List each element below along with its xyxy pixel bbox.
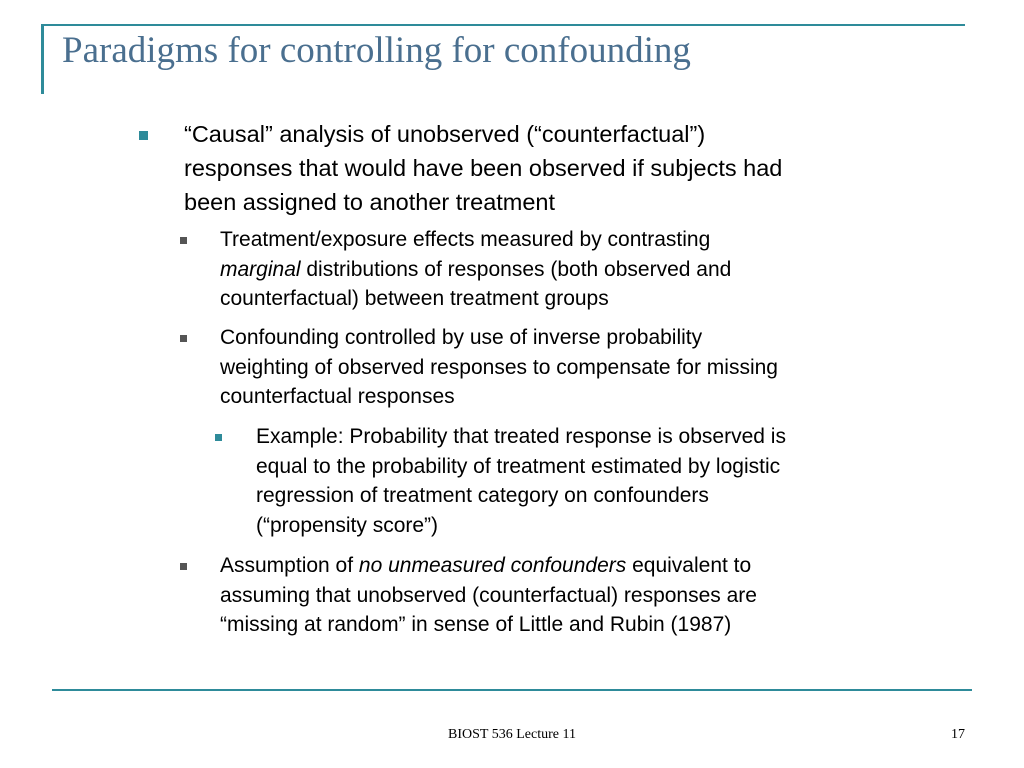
page-number: 17 [951, 727, 965, 742]
bullet-level3-line: (“propensity score”) [256, 513, 439, 537]
line-text: equivalent to [626, 554, 752, 577]
bullet-level3-line: equal to the probability of treatment estimated by logistic [256, 454, 781, 478]
bullet-level1-line: responses that would have been observed if subjects had [184, 155, 783, 181]
bullet-square-icon [180, 335, 187, 342]
bullet-level3 [256, 422, 996, 540]
footer-rule [52, 689, 972, 691]
bullet-level2-line: weighting of observed responses to compensate for missing [220, 355, 778, 379]
bullet-level2-line: counterfactual) between treatment groups [220, 287, 609, 310]
bullet-level2 [220, 225, 1000, 314]
bullet-level3-line: regression of treatment category on confounders [256, 484, 709, 507]
bullet-level2 [220, 551, 1000, 640]
italic-term: no unmeasured confounders [358, 554, 627, 577]
bullet-square-icon [215, 434, 222, 441]
bullet-square-icon [180, 237, 187, 244]
title-top-rule [41, 24, 965, 26]
bullet-level1-line: “Causal” analysis of unobserved (“counterfactual”) [184, 121, 706, 147]
footer-label: BIOST 536 Lecture 11 [448, 727, 576, 742]
bullet-level2-line [220, 551, 1000, 581]
bullet-level1 [184, 117, 984, 219]
slide-title: Paradigms for controlling for confounding [62, 30, 691, 71]
bullet-level3-line: Example: Probability that treated response is observed is [256, 425, 786, 448]
bullet-level2-line: counterfactual responses [220, 385, 455, 408]
line-text: distributions of responses (both observed and [300, 257, 732, 281]
bullet-level2-line [220, 255, 1000, 285]
bullet-level1-line: been assigned to another treatment [184, 189, 556, 215]
bullet-level2 [220, 323, 1000, 412]
bullet-square-icon [180, 563, 187, 570]
bullet-level2-line: “missing at random” in sense of Little and Rubin (1987) [220, 613, 732, 636]
title-left-rule [41, 24, 44, 94]
bullet-level2-line: Treatment/exposure effects measured by contrasting [220, 228, 711, 251]
bullet-level2-line: assuming that unobserved (counterfactual) responses are [220, 583, 757, 607]
italic-term: marginal [220, 257, 301, 281]
bullet-square-icon [139, 131, 148, 140]
line-text: Assumption of [220, 554, 359, 577]
bullet-level2-line: Confounding controlled by use of inverse probability [220, 326, 703, 349]
